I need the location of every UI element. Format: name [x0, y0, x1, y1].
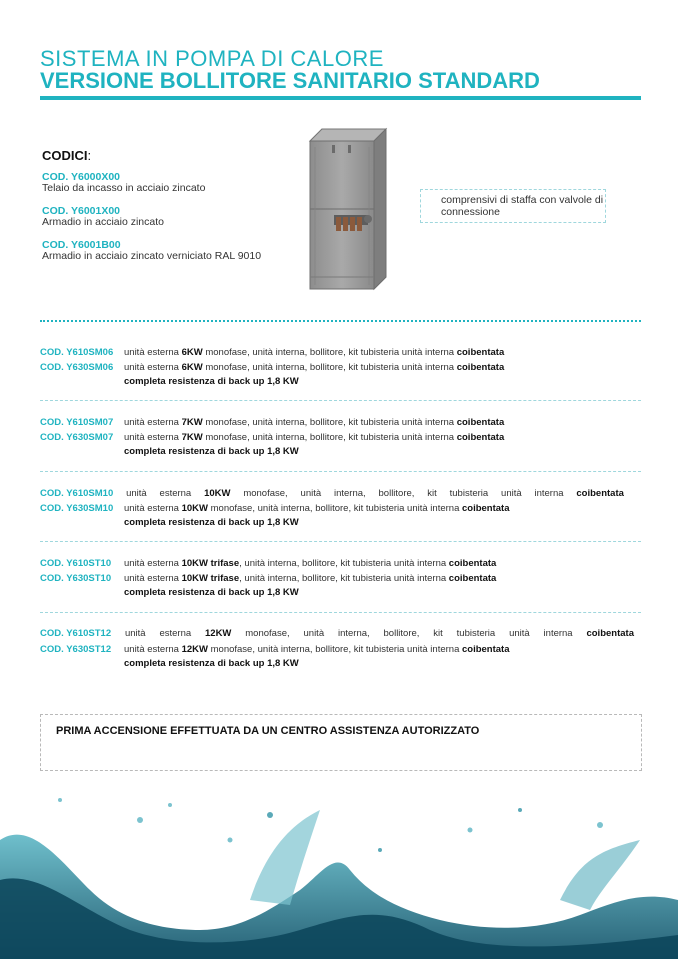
product-row-9: COD. Y610ST12 unità esterna 12KW monofase, unità interna, bollitore, kit tubisteria unità interna coibentata	[40, 628, 634, 639]
codici-desc-2: Armadio in acciaio zincato	[42, 216, 164, 228]
product-row-1: COD. Y610SM06 unità esterna 6KW monofase, unità interna, bollitore, kit tubisteria unità interna coibentata	[40, 347, 505, 358]
page-title-line2: VERSIONE BOLLITORE SANITARIO STANDARD	[40, 68, 540, 93]
product-row-8-cont: completa resistenza di back up 1,8 KW	[124, 587, 299, 598]
codici-title: CODICI:	[42, 148, 92, 163]
water-splash-image	[0, 780, 678, 959]
row-divider	[40, 400, 641, 401]
product-row-6: COD. Y630SM10 unità esterna 10KW monofase, unità interna, bollitore, kit tubisteria unità interna coibentata	[40, 503, 510, 514]
warning-box	[40, 714, 642, 771]
product-row-7: COD. Y610ST10 unità esterna 10KW trifase, unità interna, bollitore, kit tubisteria unità interna coibentata	[40, 558, 497, 569]
row-divider	[40, 541, 641, 542]
cabinet-image	[308, 127, 388, 297]
codici-code-2: COD. Y6001X00	[42, 205, 121, 217]
codici-desc-3: Armadio in acciaio zincato verniciato RAL 9010	[42, 250, 262, 262]
product-row-4-cont: completa resistenza di back up 1,8 KW	[124, 446, 299, 457]
product-row-6-cont: completa resistenza di back up 1,8 KW	[124, 517, 299, 528]
row-divider	[40, 612, 641, 613]
codici-code-3: COD. Y6001B00	[42, 239, 121, 251]
row-divider	[40, 471, 641, 472]
product-row-4: COD. Y630SM07 unità esterna 7KW monofase, unità interna, bollitore, kit tubisteria unità interna coibentata	[40, 432, 505, 443]
product-row-2: COD. Y630SM06 unità esterna 6KW monofase, unità interna, bollitore, kit tubisteria unità interna coibentata	[40, 362, 505, 373]
warning-text: PRIMA ACCENSIONE EFFETTUATA DA UN CENTRO ASSISTENZA AUTORIZZATO	[56, 725, 480, 737]
header-rule	[40, 96, 641, 100]
product-row-10: COD. Y630ST12 unità esterna 12KW monofase, unità interna, bollitore, kit tubisteria unità interna coibentata	[40, 644, 510, 655]
codici-code-1: COD. Y6000X00	[42, 171, 121, 183]
product-row-2-cont: completa resistenza di back up 1,8 KW	[124, 376, 299, 387]
product-row-8: COD. Y630ST10 unità esterna 10KW trifase, unità interna, bollitore, kit tubisteria unità interna coibentata	[40, 573, 497, 584]
codici-note: comprensivi di staffa con valvole di connessione	[420, 189, 606, 223]
page-title-line1: SISTEMA IN POMPA DI CALORE	[40, 46, 384, 71]
product-row-3: COD. Y610SM07 unità esterna 7KW monofase, unità interna, bollitore, kit tubisteria unità interna coibentata	[40, 417, 505, 428]
product-row-5: COD. Y610SM10 unità esterna 10KW monofase, unità interna, bollitore, kit tubisteria unità interna coibentata	[40, 488, 624, 499]
codici-desc-1: Telaio da incasso in acciaio zincato	[42, 182, 206, 194]
section-divider	[40, 320, 641, 322]
product-row-10-cont: completa resistenza di back up 1,8 KW	[124, 658, 299, 669]
